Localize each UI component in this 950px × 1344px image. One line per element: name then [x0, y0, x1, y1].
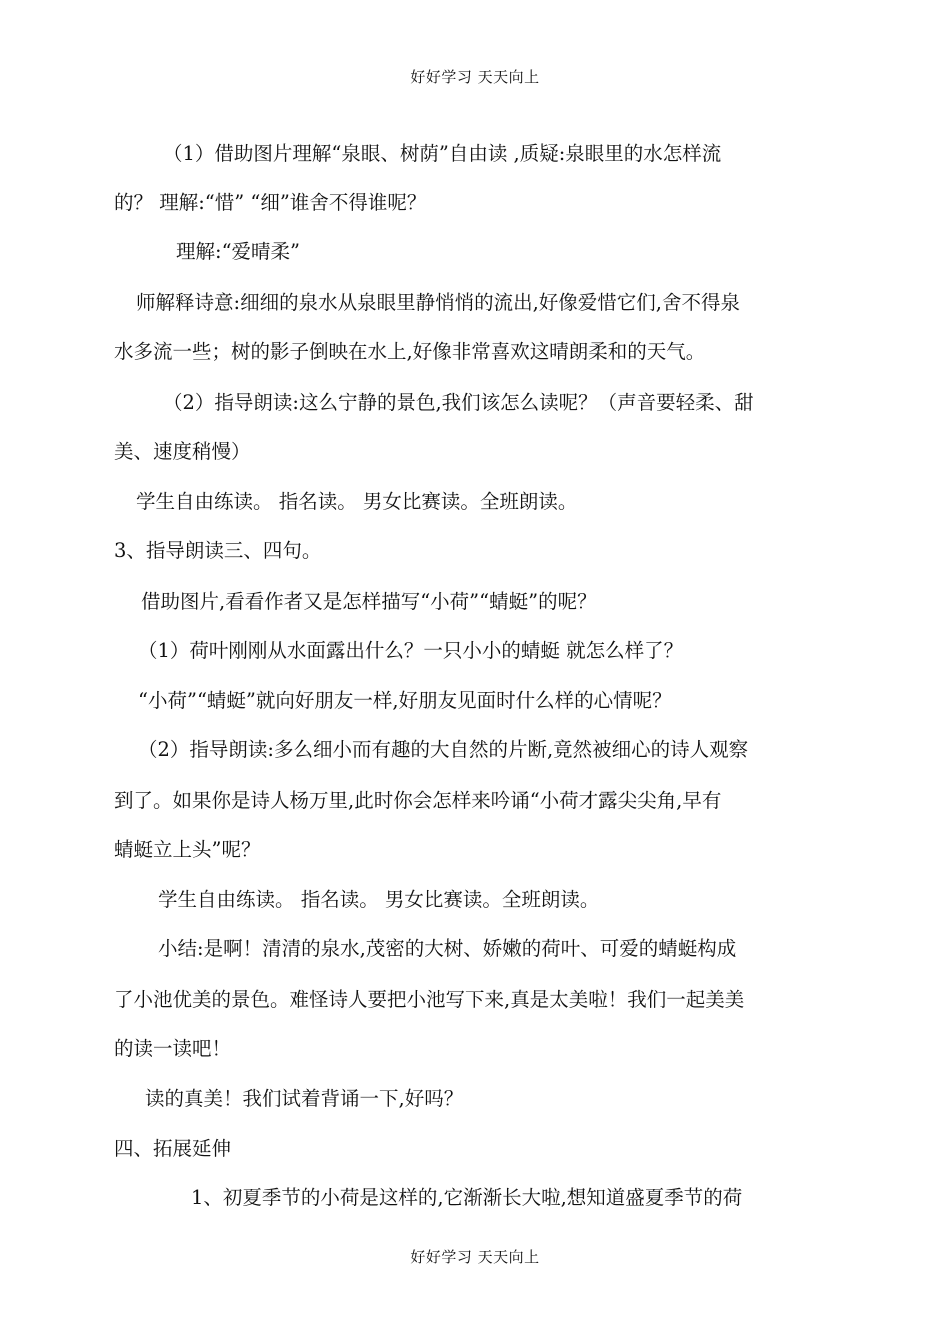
paragraph-line: 师解释诗意:细细的泉水从泉眼里静悄悄的流出,好像爱惜它们,舍不得泉 — [136, 291, 740, 314]
paragraph-line: 水多流一些；树的影子倒映在水上,好像非常喜欢这晴朗柔和的天气。 — [114, 340, 706, 363]
paragraph-line: 蜻蜓立上头”呢？ — [114, 838, 261, 861]
paragraph-line: 的读一读吧！ — [114, 1037, 232, 1060]
section-heading: 四、拓展延伸 — [114, 1137, 232, 1160]
paragraph-line: （2）指导朗读:这么宁静的景色,我们该怎么读呢？（声音要轻柔、甜 — [163, 391, 754, 414]
paragraph-line: 学生自由练读。 指名读。 男女比赛读。全班朗读。 — [136, 490, 578, 513]
paragraph-line: 了小池优美的景色。难怪诗人要把小池写下来,真是太美啦！我们一起美美 — [114, 988, 745, 1011]
paragraph-line: 美、速度稍慢） — [114, 440, 251, 463]
page-header: 好好学习 天天向上 — [410, 68, 540, 86]
page-footer: 好好学习 天天向上 — [410, 1248, 540, 1266]
paragraph-line: 理解:“爱晴柔” — [176, 240, 301, 263]
paragraph-line: “小荷”“蜻蜓”就向好朋友一样,好朋友见面时什么样的心情呢？ — [138, 689, 672, 712]
paragraph-line: 读的真美！我们试着背诵一下,好吗？ — [145, 1087, 464, 1110]
paragraph-line: 到了。如果你是诗人杨万里,此时你会怎样来吟诵“小荷才露尖尖角,早有 — [114, 789, 722, 812]
paragraph-line: 学生自由练读。 指名读。 男女比赛读。全班朗读。 — [158, 888, 600, 911]
paragraph-line: （2）指导朗读:多么细小而有趣的大自然的片断,竟然被细心的诗人观察 — [138, 738, 749, 761]
paragraph-line: 小结:是啊！清清的泉水,茂密的大树、娇嫩的荷叶、可爱的蜻蜓构成 — [158, 937, 737, 960]
paragraph-line: 1、初夏季节的小荷是这样的,它渐渐长大啦,想知道盛夏季节的荷 — [191, 1186, 743, 1209]
paragraph-line: （1）荷叶刚刚从水面露出什么？一只小小的蜻蜓 就怎么样了？ — [138, 639, 684, 662]
paragraph-line: （1）借助图片理解“泉眼、树荫”自由读 ,质疑:泉眼里的水怎样流 — [163, 142, 722, 165]
paragraph-line: 借助图片,看看作者又是怎样描写“小荷”“蜻蜓”的呢？ — [141, 590, 597, 613]
paragraph-line: 的？ 理解:“惜” “细”谁舍不得谁呢？ — [114, 191, 427, 214]
section-heading: 3、指导朗读三、四句。 — [114, 539, 322, 562]
